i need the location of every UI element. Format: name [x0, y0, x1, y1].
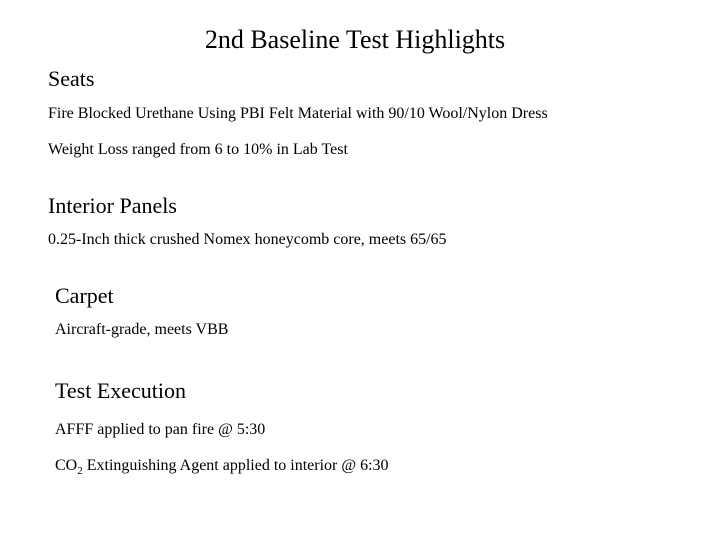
- seats-line-weight-loss: Weight Loss ranged from 6 to 10% in Lab Test: [48, 141, 348, 158]
- section-heading-carpet: Carpet: [55, 283, 114, 308]
- interior-panels-line-core: 0.25-Inch thick crushed Nomex honeycomb core, meets 65/65: [48, 231, 447, 248]
- test-execution-line-co2: [55, 456, 389, 477]
- section-heading-test-execution: Test Execution: [55, 378, 187, 403]
- carpet-line-grade: Aircraft-grade, meets VBB: [55, 321, 229, 338]
- slide-title: 2nd Baseline Test Highlights: [204, 25, 506, 54]
- seats-line-material: Fire Blocked Urethane Using PBI Felt Material with 90/10 Wool/Nylon Dress: [48, 105, 548, 122]
- section-heading-seats: Seats: [48, 66, 95, 91]
- co2-subscript: 2: [77, 465, 83, 477]
- test-execution-line-afff: AFFF applied to pan fire @ 5:30: [55, 421, 266, 438]
- section-heading-interior-panels: Interior Panels: [48, 193, 177, 218]
- co2-suffix: Extinguishing Agent applied to interior @ 6:30: [82, 457, 389, 474]
- co2-prefix: CO: [55, 457, 78, 474]
